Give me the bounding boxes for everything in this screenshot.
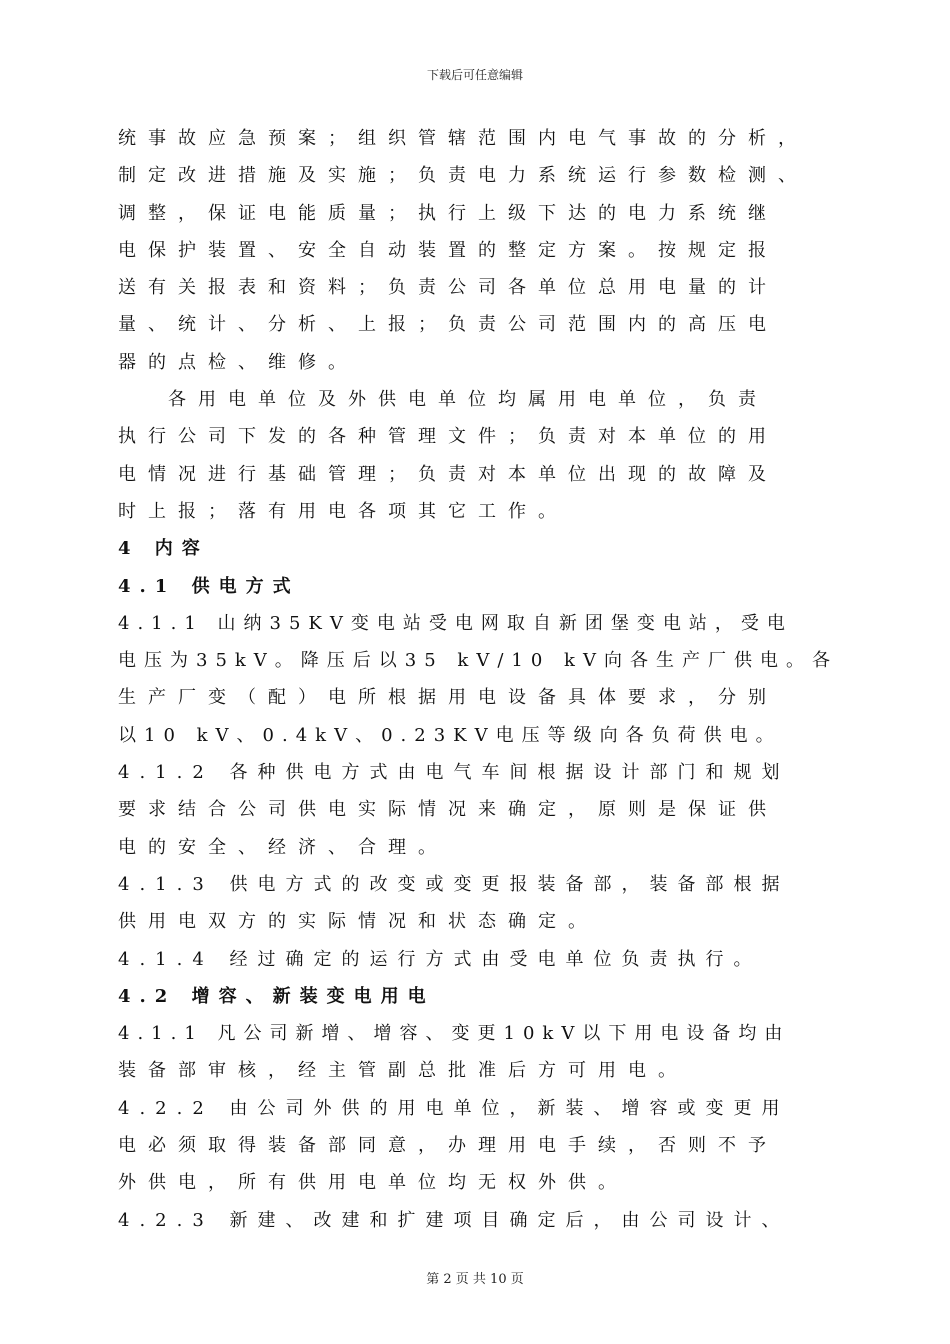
clause-line: 4.1.3 供电方式的改变或变更报装备部，装备部根据 [118,873,790,895]
text-line: 量、统计、分析、上报；负责公司范围内的高压电 [118,314,778,336]
text-line: 电必须取得装备部同意，办理用电手续，否则不予 [118,1135,778,1157]
text-line: 以10 kV、0.4kV、0.23KV电压等级向各负荷供电。 [118,724,782,746]
text-line: 外供电，所有供用电单位均无权外供。 [118,1172,628,1194]
text-line: 电保护装置、安全自动装置的整定方案。按规定报 [118,239,778,261]
text-line: 供用电双方的实际情况和状态确定。 [118,911,598,933]
page-footer: 第 2 页 共 10 页 [426,1272,524,1287]
text-line: 器的点检、维修。 [118,351,358,373]
paragraph-start-line: 各用电单位及外供电单位均属用电单位，负责 [168,389,768,411]
section-heading: 4 内容 [118,538,209,560]
clause-line: 4.2.3 新建、改建和扩建项目确定后，由公司设计、 [118,1209,790,1231]
text-line: 制定改进措施及实施；负责电力系统运行参数检测、 [118,165,808,187]
clause-line: 4.1.4 经过确定的运行方式由受电单位负责执行。 [118,948,762,970]
text-line: 电压为35kV。降压后以35 kV/10 kV向各生产厂供电。各 [118,650,838,672]
text-line: 时上报；落有用电各项其它工作。 [118,500,568,522]
text-line: 生产厂变（配）电所根据用电设备具体要求，分别 [118,687,778,709]
text-line: 要求结合公司供电实际情况来确定，原则是保证供 [118,799,778,821]
text-line: 装备部审核，经主管副总批准后方可用电。 [118,1060,688,1082]
text-line: 送有关报表和资料；负责公司各单位总用电量的计 [118,277,778,299]
text-line: 电的安全、经济、合理。 [118,836,448,858]
document-body [118,120,843,1239]
clause-line: 4.1.1 山纳35KV变电站受电网取自新团堡变电站，受电 [118,612,793,634]
page-header: 下载后可任意编辑 [426,68,523,82]
subsection-heading: 4.2 增容、新装变电用电 [118,985,435,1007]
text-line: 统事故应急预案；组织管辖范围内电气事故的分析， [118,128,808,149]
subsection-heading: 4.1 供电方式 [118,575,300,597]
text-line: 调整，保证电能质量；执行上级下达的电力系统继 [118,202,778,224]
clause-line: 4.1.2 各种供电方式由电气车间根据设计部门和规划 [118,762,790,784]
clause-line: 4.1.1 凡公司新增、增容、变更10kV以下用电设备均由 [118,1023,791,1045]
text-line: 执行公司下发的各种管理文件；负责对本单位的用 [118,426,778,448]
clause-line: 4.2.2 由公司外供的用电单位，新装、增容或变更用 [118,1097,790,1119]
text-line: 电情况进行基础管理；负责对本单位出现的故障及 [118,463,778,485]
